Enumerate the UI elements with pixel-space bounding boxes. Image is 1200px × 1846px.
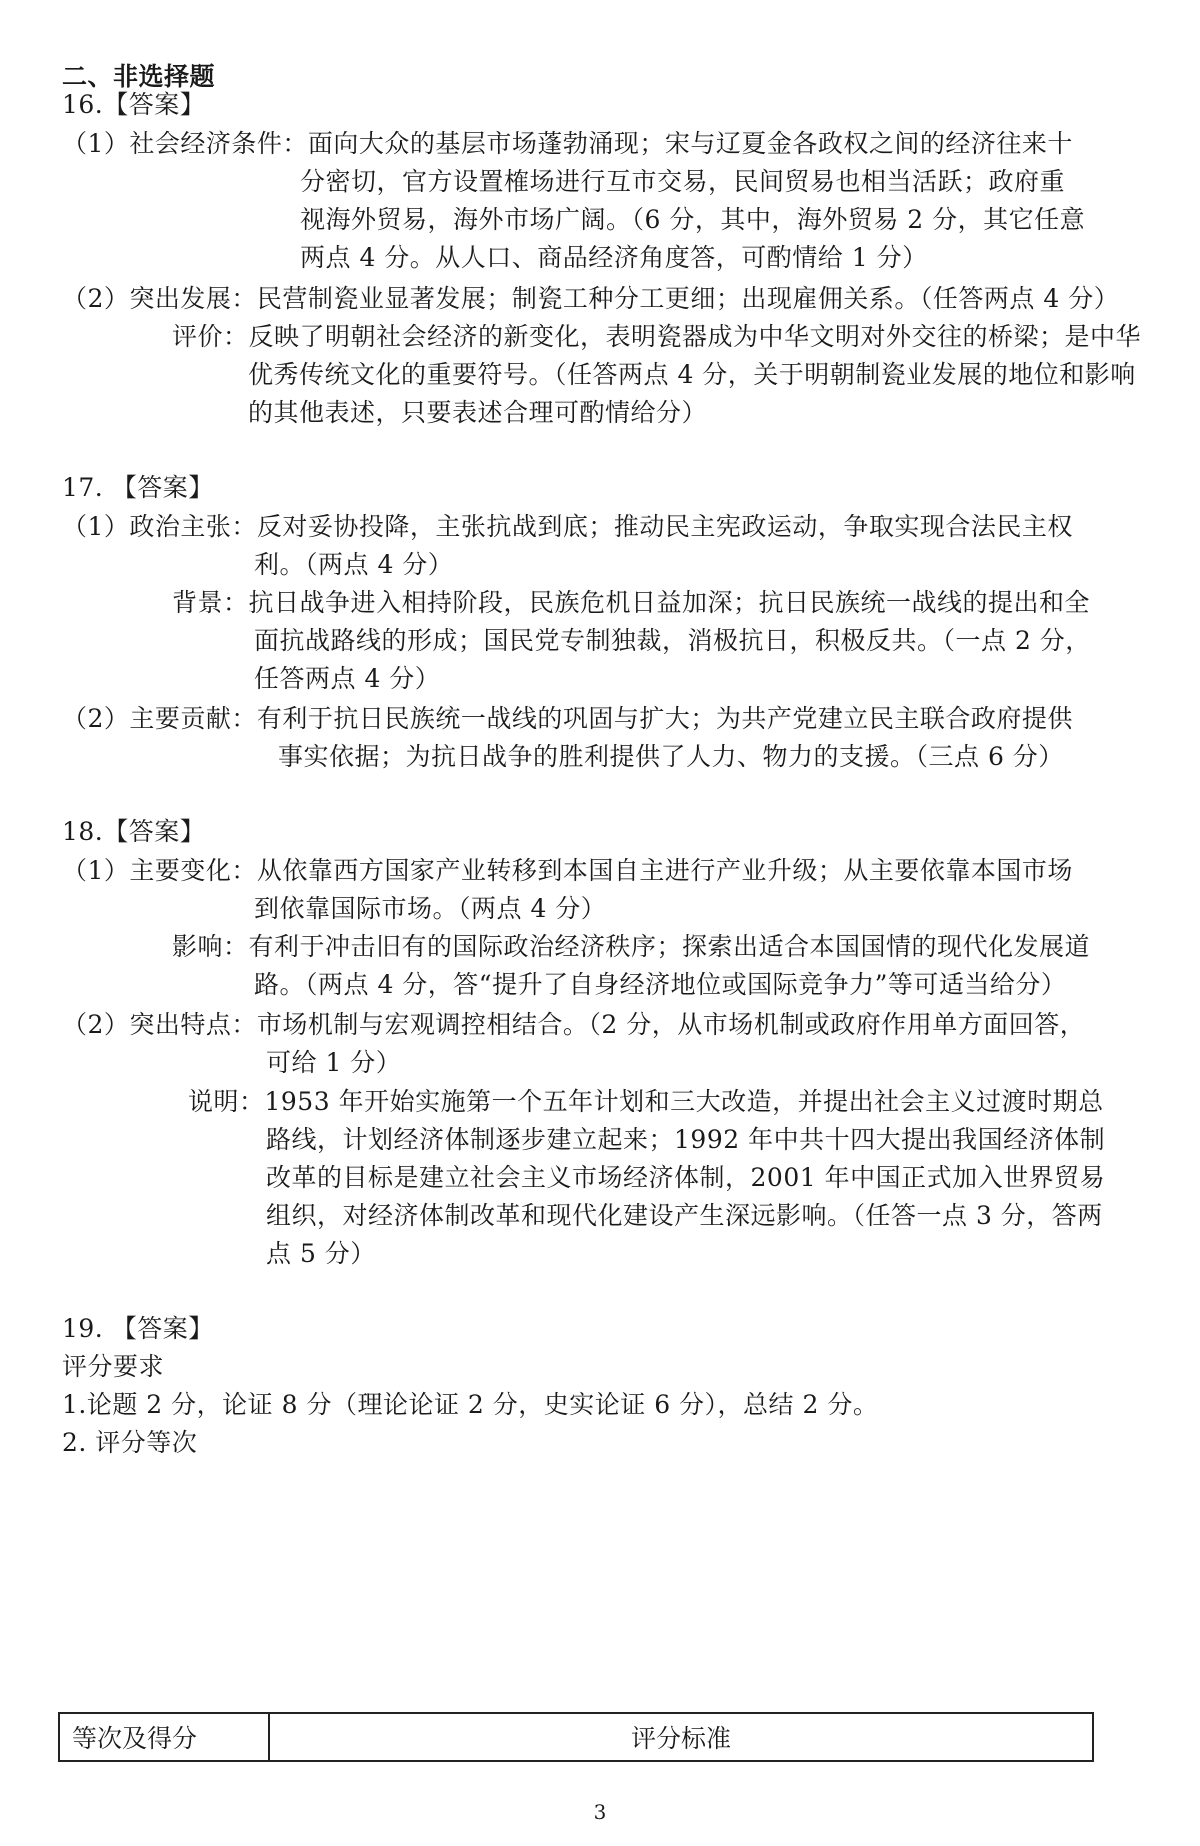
q17-p1-line-3: 背景：抗日战争进入相持阶段，民族危机日益加深；抗日民族统一战线的提出和全 xyxy=(172,588,1091,617)
q18-p2-line-2: 可给 1 分） xyxy=(266,1048,402,1077)
q19-scoring-requirements: 评分要求 xyxy=(62,1352,165,1381)
page-number: 3 xyxy=(593,1800,607,1824)
q18-p2-line-6: 组织，对经济体制改革和现代化建设产生深远影响。（任答一点 3 分，答两 xyxy=(266,1201,1103,1230)
table-header-grade: 等次及得分 xyxy=(60,1714,270,1760)
q16-p2-line-1: （2）突出发展：民营制瓷业显著发展；制瓷工种分工更细；出现雇佣关系。（任答两点 4 分） xyxy=(62,284,1120,313)
q17-p1-line-1: （1）政治主张：反对妥协投降，主张抗战到底；推动民主宪政运动，争取实现合法民主权 xyxy=(62,512,1073,541)
q17-p2-line-2: 事实依据；为抗日战争的胜利提供了人力、物力的支援。（三点 6 分） xyxy=(278,742,1064,771)
q18-p2-line-7: 点 5 分） xyxy=(266,1239,376,1268)
q19-scoring-points: 1.论题 2 分，论证 8 分（理论论证 2 分，史实论证 6 分），总结 2 分。 xyxy=(62,1390,879,1419)
q18-p2-line-4: 路线，计划经济体制逐步建立起来；1992 年中共十四大提出我国经济体制 xyxy=(266,1125,1106,1154)
q16-p1-line-2: 分密切，官方设置榷场进行互市交易，民间贸易也相当活跃；政府重 xyxy=(300,167,1066,196)
q17-p1-line-2: 利。（两点 4 分） xyxy=(254,550,454,579)
scoring-table xyxy=(58,1712,1094,1762)
q18-p1-line-2: 到依靠国际市场。（两点 4 分） xyxy=(254,894,607,923)
q16-p1-line-1: （1）社会经济条件：面向大众的基层市场蓬勃涌现；宋与辽夏金各政权之间的经济往来十 xyxy=(62,129,1073,158)
q16-p2-line-4: 的其他表述，只要表述合理可酌情给分） xyxy=(248,398,708,427)
q19-scoring-grades: 2. 评分等次 xyxy=(62,1428,198,1457)
q18-p1-line-1: （1）主要变化：从依靠西方国家产业转移到本国自主进行产业升级；从主要依靠本国市场 xyxy=(62,856,1073,885)
q16-p1-line-4: 两点 4 分。从人口、商品经济角度答，可酌情给 1 分） xyxy=(300,243,928,272)
section-title: 二、非选择题 xyxy=(62,62,216,91)
q18-p2-line-3: 说明：1953 年开始实施第一个五年计划和三大改造，并提出社会主义过渡时期总 xyxy=(188,1087,1104,1116)
q17-header: 17. 【答案】 xyxy=(62,473,214,502)
q18-p2-line-5: 改革的目标是建立社会主义市场经济体制，2001 年中国正式加入世界贸易 xyxy=(266,1163,1106,1192)
q16-p2-line-3: 优秀传统文化的重要符号。（任答两点 4 分，关于明朝制瓷业发展的地位和影响 xyxy=(248,360,1136,389)
q16-p2-line-2: 评价：反映了明朝社会经济的新变化，表明瓷器成为中华文明对外交往的桥梁；是中华 xyxy=(172,322,1142,351)
q16-header: 16.【答案】 xyxy=(62,90,206,119)
q18-p1-line-3: 影响：有利于冲击旧有的国际政治经济秩序；探索出适合本国国情的现代化发展道 xyxy=(172,932,1091,961)
q17-p2-line-1: （2）主要贡献：有利于抗日民族统一战线的巩固与扩大；为共产党建立民主联合政府提供 xyxy=(62,704,1073,733)
q18-header: 18.【答案】 xyxy=(62,817,206,846)
q18-p2-line-1: （2）突出特点：市场机制与宏观调控相结合。（2 分，从市场机制或政府作用单方面回答， xyxy=(62,1010,1086,1039)
q18-p1-line-4: 路。（两点 4 分，答“提升了自身经济地位或国际竞争力”等可适当给分） xyxy=(254,970,1067,999)
q17-p1-line-4: 面抗战路线的形成；国民党专制独裁，消极抗日，积极反共。（一点 2 分， xyxy=(254,626,1091,655)
q17-p1-line-5: 任答两点 4 分） xyxy=(254,664,441,693)
table-header-criteria: 评分标准 xyxy=(630,1724,731,1753)
q16-p1-line-3: 视海外贸易，海外市场广阔。（6 分，其中，海外贸易 2 分，其它任意 xyxy=(300,205,1086,234)
q19-header: 19. 【答案】 xyxy=(62,1314,214,1343)
